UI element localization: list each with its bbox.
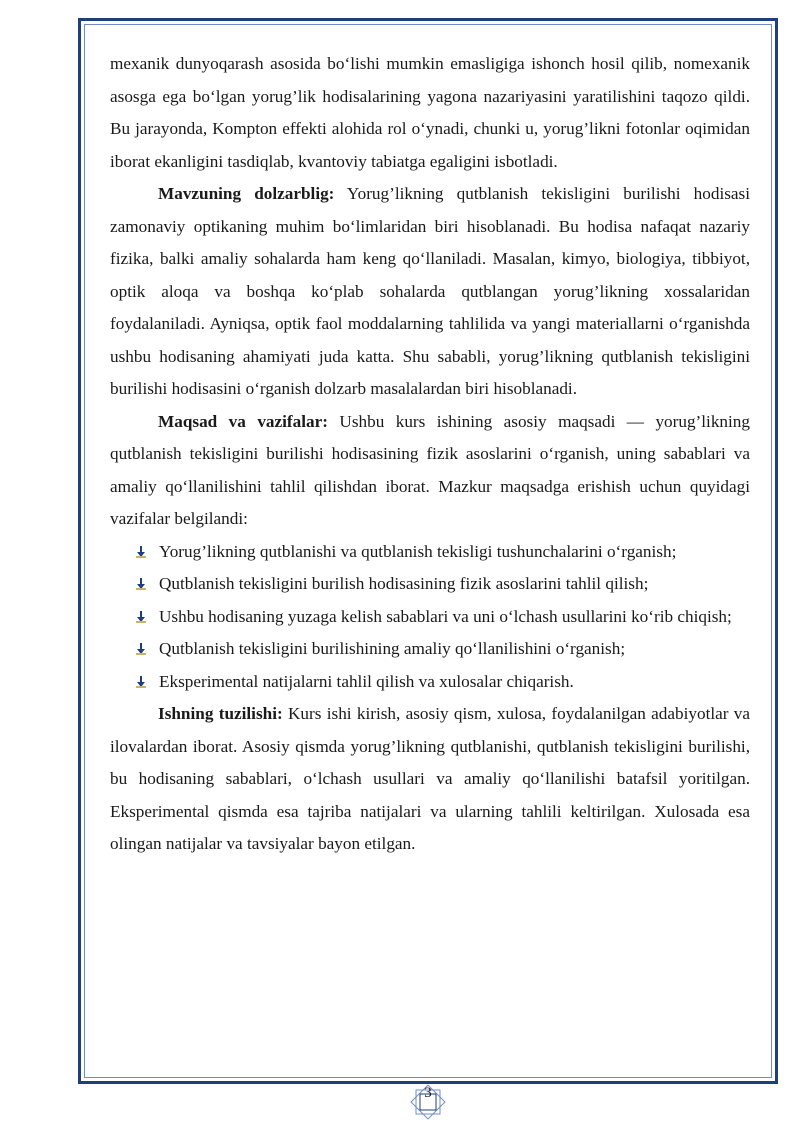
page-number: 3 [424,1085,432,1101]
paragraph-goals [110,406,750,536]
page-number-badge [408,1082,448,1122]
paragraph-structure [110,698,750,861]
relevance-heading: Mavzuning dolzarblig: [158,184,335,203]
relevance-text: Yorug’likning qutblanish tekisligini burilishi hodisasi zamonaviy optikaning muhim bo‘limlaridan biri hisoblanadi. Bu hodisa nafaqat nazariy fizika, balki amaliy sohalarda ham keng qo‘llaniladi. Masalan, kimyo, biologiya, tibbiyot, optik aloqa va boshqa ko‘plab sohalarda qutblangan yorug’likning xossalaridan foydalaniladi. Ayniqsa, optik faol moddalarning tahlilida va yangi materiallarni o‘rganishda ushbu hodisaning ahamiyati juda katta. Shu sababli, yorug’likning qutblanish tekisligini burilishi hodisasini o‘rganish dolzarb masalalardan biri hisoblanadi. [110,184,750,398]
task-text: Qutblanish tekisligini burilishining amaliy qo‘llanilishini o‘rganish; [159,639,626,658]
paragraph-intro: mexanik dunyoqarash asosida bo‘lishi mumkin emasligiga ishonch hosil qilib, nomexanik asosga ega bo‘lgan yorug’lik hodisalarining yagona nazariyasini yaratilishini taqozo qildi. Bu jarayonda, Kompton effekti alohida rol o‘ynadi, chunki u, yorug’likni fotonlar oqimidan iborat ekanligini tasdiqlab, kvantoviy tabiatga egaligini isbotladi. [110,54,750,171]
goals-heading: Maqsad va vazifalar: [158,411,328,431]
structure-heading: Ishning tuzilishi: [158,704,283,723]
list-item [159,568,750,601]
arrow-bullet-icon [135,676,147,688]
list-item [159,536,750,569]
list-item [159,601,750,634]
task-text: Ushbu hodisaning yuzaga kelish sabablari va uni o‘lchash usullarini ko‘rib chiqish; [159,606,732,626]
task-text: Qutblanish tekisligini burilish hodisasining fizik asoslarini tahlil qilish; [159,574,649,593]
task-list [110,536,750,699]
task-text: Yorug’likning qutblanishi va qutblanish tekisligi tushunchalarini o‘rganish; [159,541,677,561]
list-item [159,666,750,699]
paragraph-relevance [110,178,750,406]
structure-text: Kurs ishi kirish, asosiy qism, xulosa, foydalanilgan adabiyotlar va ilovalardan iborat. Asosiy qismda yorug’likning qutblanishi, qutblanish tekisligini burilishi, bu hodisaning sabablari, o‘lchash usullari va amaliy qo‘llanilishi batafsil yoritilgan. Eksperimental qismda esa tajriba natijalari va ularning tahlili keltirilgan. Xulosada esa olingan natijalar va tavsiyalar bayon etilgan. [110,704,751,853]
arrow-bullet-icon [135,643,147,655]
goals-text: Ushbu kurs ishining asosiy maqsadi — yorug’likning qutblanish tekisligini burilishi hodisasining fizik asoslarini o‘rganish, uning sabablari va amaliy qo‘llanilishini tahlil qilishdan iborat. Mazkur maqsadga erishish uchun quyidagi vazifalar belgilandi: [110,411,750,528]
arrow-bullet-icon [135,611,147,623]
list-item [159,633,750,666]
arrow-bullet-icon [135,578,147,590]
document-body [110,48,750,861]
arrow-bullet-icon [135,546,147,558]
task-text: Eksperimental natijalarni tahlil qilish va xulosalar chiqarish. [159,671,574,691]
